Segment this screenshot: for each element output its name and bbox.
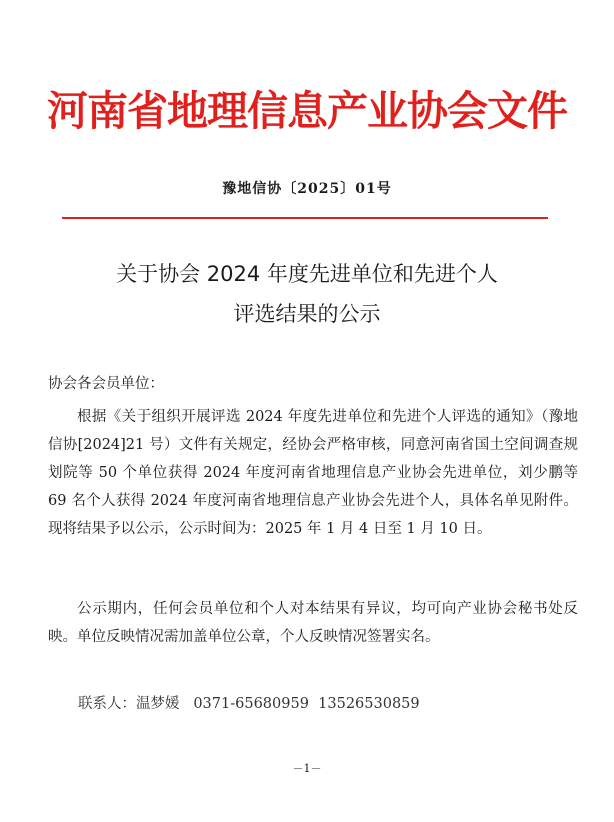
org-title: 河南省地理信息产业协会文件: [47, 87, 567, 135]
page-number: －1－: [292, 762, 322, 775]
salutation: 协会各会员单位：: [48, 376, 164, 392]
notice-title-line1: 关于协会 2024 年度先进单位和先进个人: [116, 262, 498, 286]
paragraph-2: 公示期内，任何会员单位和个人对本结果有异议，均可向产业协会秘书处反映。单位反映情况需加盖单位公章，个人反映情况签署实名。: [48, 601, 578, 645]
notice-title-line2: 评选结果的公示: [233, 302, 381, 326]
red-divider: [62, 217, 548, 219]
paragraph-1: 根据《关于组织开展评选 2024 年度先进单位和先进个人评选的通知》（豫地信协[2024]21 号）文件有关规定，经协会严格审核，同意河南省国土空间调查规划院等 50 个单位获得 2024 年度河南省地理信息产业协会先进单位，刘少鹏等 69 名个人获得 2024 年度河南省地理信息产业协会先进个人，具体名单见附件。现将结果予以公示，公示时间为：2025 年 1 月 4 日至 1 月 10 日。: [48, 409, 578, 537]
contact-line: 联系人：温梦媛 0371-65680959 13526530859: [78, 696, 420, 712]
document-number: 豫地信协〔2025〕01号: [222, 181, 392, 197]
